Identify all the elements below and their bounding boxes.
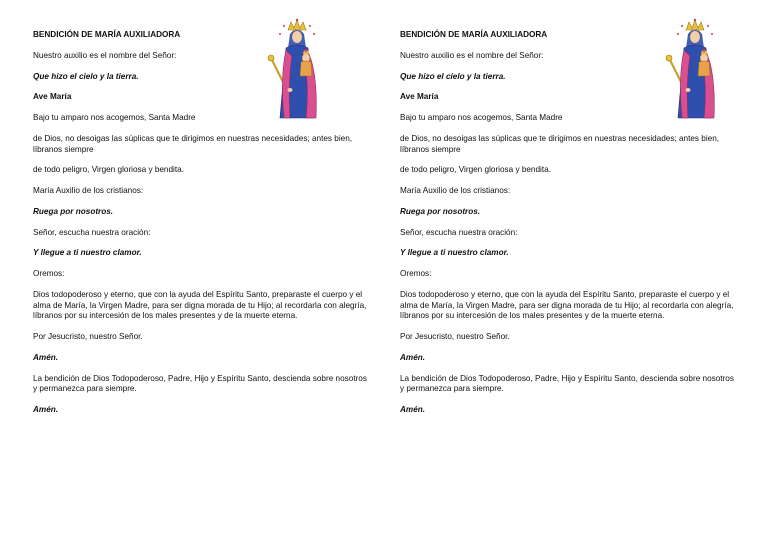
prayer-paragraph: La bendición de Dios Todopoderoso, Padre, Hijo y Espíritu Santo, descienda sobre nosotros y permanezca para siempre. bbox=[33, 373, 367, 394]
prayer-response: Que hizo el cielo y la tierra. bbox=[33, 71, 139, 81]
prayer-line: María Auxilio de los cristianos: bbox=[400, 186, 511, 196]
prayer-line: Nuestro auxilio es el nombre del Señor: bbox=[400, 50, 544, 60]
prayer-paragraph: Dios todopoderoso y eterno, que con la ayuda del Espíritu Santo, preparaste el cuerpo y el alma de María, la Virgen Madre, para ser digna morada de tu Hijo; al recordarla con alegría, líbranos por su intercesión de los males presentes y de la muerte eterna. bbox=[33, 289, 367, 321]
prayer-line: Oremos: bbox=[400, 269, 432, 279]
mary-help-of-christians-icon bbox=[664, 18, 726, 122]
prayer-paragraph: La bendición de Dios Todopoderoso, Padre, Hijo y Espíritu Santo, descienda sobre nosotros y permanezca para siempre. bbox=[400, 373, 734, 394]
prayer-response: Y llegue a ti nuestro clamor. bbox=[33, 248, 142, 258]
prayer-amen: Amén. bbox=[400, 404, 426, 414]
prayer-amen: Amén. bbox=[33, 352, 59, 362]
mary-help-of-christians-icon bbox=[266, 18, 328, 122]
prayer-line: de todo peligro, Virgen gloriosa y bendita. bbox=[33, 165, 184, 175]
prayer-heading: Ave María bbox=[33, 92, 72, 102]
prayer-line: de todo peligro, Virgen gloriosa y bendita. bbox=[400, 165, 551, 175]
prayer-line: Bajo tu amparo nos acogemos, Santa Madre bbox=[33, 113, 196, 123]
prayer-heading: Ave María bbox=[400, 92, 439, 102]
prayer-line: de Dios, no desoigas las súplicas que te dirigimos en nuestras necesidades; antes bien, líbranos siempre bbox=[33, 133, 353, 154]
prayer-title: BENDICIÓN DE MARÍA AUXILIADORA bbox=[400, 30, 548, 39]
prayer-amen: Amén. bbox=[33, 404, 59, 414]
prayer-title: BENDICIÓN DE MARÍA AUXILIADORA bbox=[33, 30, 181, 39]
prayer-response: Ruega por nosotros. bbox=[400, 206, 481, 216]
prayer-line: Señor, escucha nuestra oración: bbox=[33, 227, 151, 237]
prayer-response: Que hizo el cielo y la tierra. bbox=[400, 71, 506, 81]
prayer-line: María Auxilio de los cristianos: bbox=[33, 186, 144, 196]
prayer-paragraph: Dios todopoderoso y eterno, que con la ayuda del Espíritu Santo, preparaste el cuerpo y el alma de María, la Virgen Madre, para ser digna morada de tu Hijo; al recordarla con alegría, líbranos por su intercesión de los males presentes y de la muerte eterna. bbox=[400, 289, 734, 321]
prayer-line: Oremos: bbox=[33, 269, 65, 279]
prayer-response: Y llegue a ti nuestro clamor. bbox=[400, 248, 509, 258]
prayer-amen: Amén. bbox=[400, 352, 426, 362]
prayer-line: de Dios, no desoigas las súplicas que te dirigimos en nuestras necesidades; antes bien, líbranos siempre bbox=[400, 133, 720, 154]
prayer-line: Por Jesucristo, nuestro Señor. bbox=[400, 331, 510, 341]
prayer-line: Nuestro auxilio es el nombre del Señor: bbox=[33, 50, 177, 60]
prayer-line: Señor, escucha nuestra oración: bbox=[400, 227, 518, 237]
prayer-line: Bajo tu amparo nos acogemos, Santa Madre bbox=[400, 113, 563, 123]
prayer-line: Por Jesucristo, nuestro Señor. bbox=[33, 331, 143, 341]
prayer-response: Ruega por nosotros. bbox=[33, 206, 114, 216]
